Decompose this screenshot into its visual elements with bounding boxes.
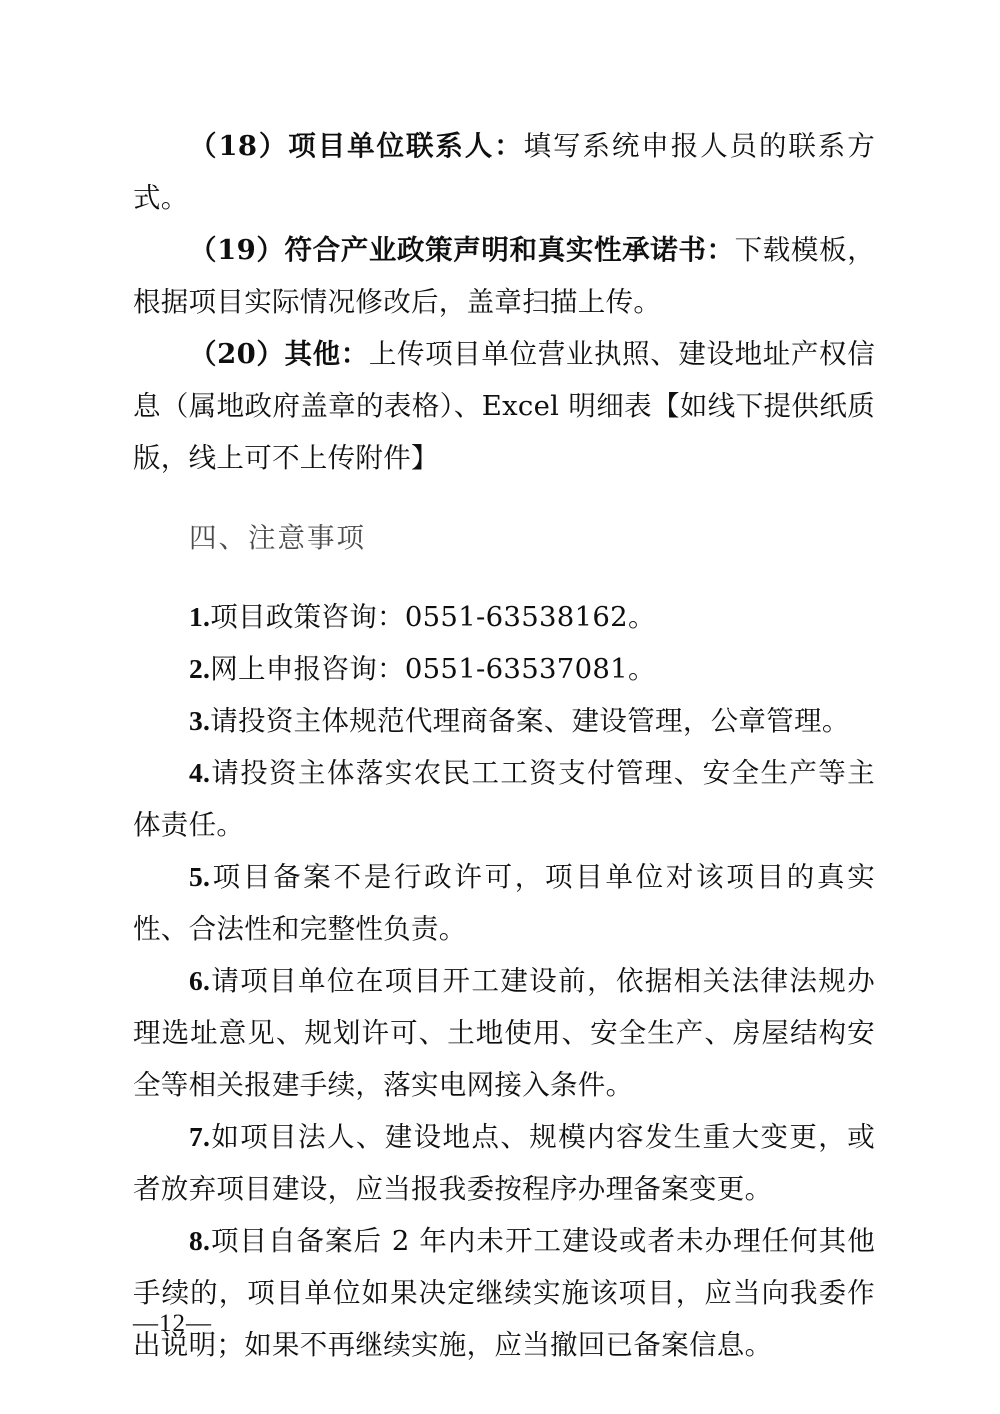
note-5-text: 项目备案不是行政许可，项目单位对该项目的真实性、合法性和完整性负责。	[133, 861, 875, 945]
paragraph-item-18	[133, 120, 875, 224]
note-7-number: 7.	[189, 1121, 211, 1152]
note-item-3	[133, 695, 875, 747]
note-2-text: 网上申报咨询：0551-63537081。	[210, 653, 656, 685]
note-item-6	[133, 955, 875, 1111]
note-8-text: 项目自备案后 2 年内未开工建设或者未办理任何其他手续的，项目单位如果决定继续实施该项目，应当向我委作出说明；如果不再继续实施，应当撤回已备案信息。	[133, 1225, 875, 1361]
note-4-number: 4.	[189, 757, 211, 788]
note-item-4	[133, 747, 875, 851]
note-3-text: 请投资主体规范代理商备案、建设管理，公章管理。	[210, 705, 850, 737]
note-6-text: 请项目单位在项目开工建设前，依据相关法律法规办理选址意见、规划许可、土地使用、安全生产、房屋结构安全等相关报建手续，落实电网接入条件。	[133, 965, 875, 1101]
item-19-label: （19）符合产业政策声明和真实性承诺书：	[189, 234, 735, 266]
note-5-number: 5.	[189, 861, 211, 892]
item-18-text: 填写系统申报人员的联系方式。	[133, 130, 875, 214]
item-19-text: 下载模板，根据项目实际情况修改后，盖章扫描上传。	[133, 234, 875, 318]
note-7-text: 如项目法人、建设地点、规模内容发生重大变更，或者放弃项目建设，应当报我委按程序办理备案变更。	[133, 1121, 875, 1205]
note-2-number: 2.	[189, 653, 211, 684]
note-item-2	[133, 643, 875, 695]
item-20-text: 上传项目单位营业执照、建设地址产权信息（属地政府盖章的表格）、Excel 明细表【如线下提供纸质版，线上可不上传附件】	[133, 338, 875, 474]
note-8-number: 8.	[189, 1225, 211, 1256]
note-item-8	[133, 1215, 875, 1371]
document-body	[133, 120, 875, 1371]
note-1-text: 项目政策咨询：0551-63538162。	[210, 601, 656, 633]
item-20-label: （20）其他：	[189, 338, 369, 370]
paragraph-item-19	[133, 224, 875, 328]
page-number: —12—	[133, 1310, 212, 1337]
note-3-number: 3.	[189, 705, 211, 736]
note-4-text: 请投资主体落实农民工工资支付管理、安全生产等主体责任。	[133, 757, 875, 841]
note-item-5	[133, 851, 875, 955]
note-6-number: 6.	[189, 965, 211, 996]
paragraph-item-20	[133, 328, 875, 484]
section-heading-notes: 四、注意事项	[189, 521, 366, 554]
note-1-number: 1.	[189, 601, 211, 632]
note-item-1	[133, 591, 875, 643]
note-item-7	[133, 1111, 875, 1215]
item-18-label: （18）项目单位联系人：	[189, 130, 524, 162]
